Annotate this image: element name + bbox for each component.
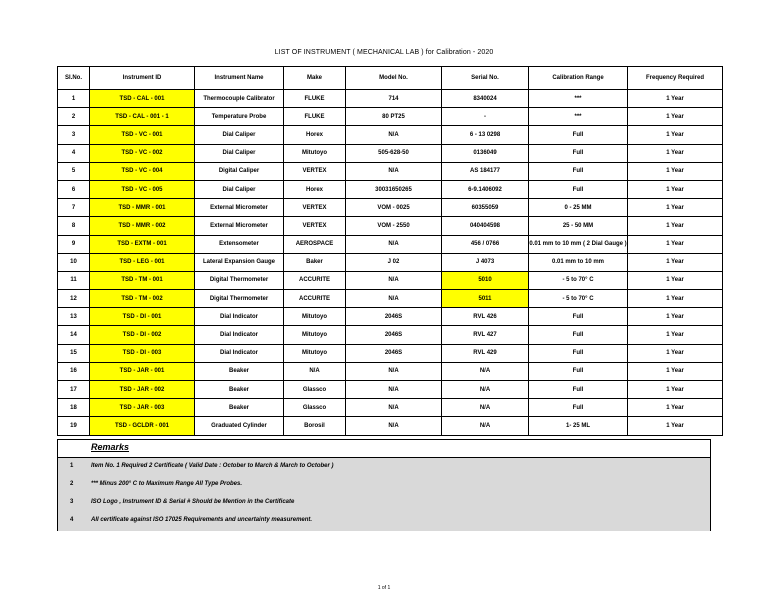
column-header-calibration-range: Calibration Range	[529, 67, 628, 90]
cell-sl-no: 12	[58, 290, 90, 308]
cell-calibration-range: Full	[529, 326, 628, 344]
cell-frequency-required: 1 Year	[628, 344, 723, 362]
cell-model-no: 2046S	[346, 344, 442, 362]
cell-make: VERTEX	[284, 217, 346, 235]
cell-serial-no: 60355059	[442, 199, 529, 217]
remark-item	[58, 478, 710, 492]
cell-instrument-name: Dial Indicator	[195, 326, 284, 344]
remarks-body	[58, 457, 710, 531]
cell-frequency-required: 1 Year	[628, 399, 723, 417]
remark-number: 3	[70, 499, 74, 505]
cell-frequency-required: 1 Year	[628, 90, 723, 108]
table-row	[58, 180, 723, 198]
cell-sl-no: 16	[58, 362, 90, 380]
cell-model-no: 714	[346, 90, 442, 108]
cell-calibration-range: 0 - 25 MM	[529, 199, 628, 217]
table-header-row	[58, 67, 723, 90]
table-row	[58, 399, 723, 417]
cell-calibration-range: Full	[529, 381, 628, 399]
cell-instrument-name: External Micrometer	[195, 217, 284, 235]
cell-instrument-name: Thermocouple Calibrator	[195, 90, 284, 108]
cell-sl-no: 11	[58, 271, 90, 289]
cell-make: N/A	[284, 362, 346, 380]
table-row	[58, 90, 723, 108]
cell-sl-no: 7	[58, 199, 90, 217]
cell-frequency-required: 1 Year	[628, 290, 723, 308]
cell-serial-no: 0136049	[442, 144, 529, 162]
cell-model-no: 2046S	[346, 308, 442, 326]
cell-make: Mitutoyo	[284, 344, 346, 362]
cell-instrument-id: TSD - CAL - 001	[90, 90, 195, 108]
cell-instrument-id: TSD - CAL - 001 - 1	[90, 108, 195, 126]
cell-make: Horex	[284, 180, 346, 198]
cell-calibration-range: Full	[529, 399, 628, 417]
cell-model-no: 505-628-50	[346, 144, 442, 162]
page-number: 1 of 1	[377, 585, 391, 591]
cell-instrument-id: TSD - VC - 004	[90, 162, 195, 180]
cell-frequency-required: 1 Year	[628, 271, 723, 289]
cell-sl-no: 5	[58, 162, 90, 180]
cell-make: VERTEX	[284, 162, 346, 180]
column-header-frequency-required: Frequency Required	[628, 67, 723, 90]
remark-item	[58, 460, 710, 474]
cell-instrument-name: Extensometer	[195, 235, 284, 253]
cell-model-no: N/A	[346, 162, 442, 180]
cell-model-no: N/A	[346, 235, 442, 253]
cell-instrument-name: Dial Caliper	[195, 180, 284, 198]
table-row	[58, 417, 723, 435]
remark-item	[58, 496, 710, 510]
cell-calibration-range: Full	[529, 144, 628, 162]
cell-frequency-required: 1 Year	[628, 362, 723, 380]
cell-sl-no: 14	[58, 326, 90, 344]
cell-instrument-name: Digital Thermometer	[195, 271, 284, 289]
cell-frequency-required: 1 Year	[628, 180, 723, 198]
table-row	[58, 144, 723, 162]
cell-instrument-id: TSD - VC - 005	[90, 180, 195, 198]
cell-instrument-name: Temperature Probe	[195, 108, 284, 126]
cell-sl-no: 10	[58, 253, 90, 271]
cell-frequency-required: 1 Year	[628, 417, 723, 435]
table-row	[58, 381, 723, 399]
table-row	[58, 308, 723, 326]
column-header-instrument-name: Instrument Name	[195, 67, 284, 90]
cell-instrument-id: TSD - EXTM - 001	[90, 235, 195, 253]
cell-instrument-name: Beaker	[195, 399, 284, 417]
cell-model-no: VOM - 0025	[346, 199, 442, 217]
table-row	[58, 253, 723, 271]
cell-make: Baker	[284, 253, 346, 271]
cell-instrument-id: TSD - MMR - 002	[90, 217, 195, 235]
cell-sl-no: 18	[58, 399, 90, 417]
cell-model-no: N/A	[346, 417, 442, 435]
cell-instrument-id: TSD - JAR - 003	[90, 399, 195, 417]
cell-calibration-range: - 5 to 70° C	[529, 271, 628, 289]
cell-make: Glassco	[284, 399, 346, 417]
cell-make: ACCURITE	[284, 290, 346, 308]
page-title: LIST OF INSTRUMENT ( MECHANICAL LAB ) for Calibration - 2020	[274, 49, 494, 56]
cell-model-no: N/A	[346, 381, 442, 399]
remark-text: Item No. 1 Required 2 Certificate ( Valid Date : October to March & March to October )	[91, 463, 334, 469]
table-row	[58, 344, 723, 362]
cell-serial-no: 5011	[442, 290, 529, 308]
cell-make: FLUKE	[284, 90, 346, 108]
remark-number: 4	[70, 517, 74, 523]
cell-serial-no: 456 / 0766	[442, 235, 529, 253]
cell-calibration-range: Full	[529, 344, 628, 362]
cell-serial-no: N/A	[442, 399, 529, 417]
cell-instrument-name: Lateral Expansion Gauge	[195, 253, 284, 271]
cell-instrument-id: TSD - LEG - 001	[90, 253, 195, 271]
column-header-model-no: Model No.	[346, 67, 442, 90]
cell-instrument-id: TSD - VC - 001	[90, 126, 195, 144]
column-header-instrument-id: Instrument ID	[90, 67, 195, 90]
cell-serial-no: 6-9.1406092	[442, 180, 529, 198]
cell-calibration-range: 1- 25 ML	[529, 417, 628, 435]
cell-instrument-id: TSD - VC - 002	[90, 144, 195, 162]
table-row	[58, 217, 723, 235]
cell-instrument-id: TSD - GCLDR - 001	[90, 417, 195, 435]
cell-frequency-required: 1 Year	[628, 108, 723, 126]
cell-serial-no: AS 184177	[442, 162, 529, 180]
cell-instrument-id: TSD - DI - 002	[90, 326, 195, 344]
cell-instrument-id: TSD - JAR - 002	[90, 381, 195, 399]
cell-instrument-id: TSD - DI - 001	[90, 308, 195, 326]
table-body	[58, 90, 723, 436]
cell-frequency-required: 1 Year	[628, 199, 723, 217]
cell-calibration-range: 25 - 50 MM	[529, 217, 628, 235]
cell-make: VERTEX	[284, 199, 346, 217]
cell-instrument-name: Beaker	[195, 362, 284, 380]
table-row	[58, 162, 723, 180]
cell-model-no: N/A	[346, 271, 442, 289]
remark-number: 2	[70, 481, 74, 487]
cell-instrument-name: Dial Indicator	[195, 308, 284, 326]
cell-serial-no: 6 - 13 0298	[442, 126, 529, 144]
remark-item	[58, 514, 710, 528]
cell-model-no: J 02	[346, 253, 442, 271]
table-row	[58, 362, 723, 380]
cell-instrument-name: Dial Caliper	[195, 126, 284, 144]
column-header-sl-no: Sl.No.	[58, 67, 90, 90]
cell-model-no: VOM - 2550	[346, 217, 442, 235]
cell-instrument-name: Digital Thermometer	[195, 290, 284, 308]
cell-calibration-range: Full	[529, 162, 628, 180]
cell-make: Horex	[284, 126, 346, 144]
cell-model-no: N/A	[346, 399, 442, 417]
table-row	[58, 290, 723, 308]
cell-serial-no: N/A	[442, 417, 529, 435]
cell-instrument-id: TSD - JAR - 001	[90, 362, 195, 380]
cell-frequency-required: 1 Year	[628, 326, 723, 344]
cell-sl-no: 1	[58, 90, 90, 108]
cell-calibration-range: Full	[529, 180, 628, 198]
cell-sl-no: 8	[58, 217, 90, 235]
cell-frequency-required: 1 Year	[628, 235, 723, 253]
cell-calibration-range: ***	[529, 90, 628, 108]
cell-instrument-name: Dial Indicator	[195, 344, 284, 362]
cell-frequency-required: 1 Year	[628, 381, 723, 399]
cell-calibration-range: 0.01 mm to 10 mm ( 2 Dial Gauge )	[529, 235, 628, 253]
cell-instrument-id: TSD - DI - 003	[90, 344, 195, 362]
cell-make: Borosil	[284, 417, 346, 435]
table-row	[58, 108, 723, 126]
cell-sl-no: 17	[58, 381, 90, 399]
cell-sl-no: 4	[58, 144, 90, 162]
column-header-serial-no: Serial No.	[442, 67, 529, 90]
cell-instrument-id: TSD - MMR - 001	[90, 199, 195, 217]
remark-text: *** Minus 200° C to Maximum Range All Type Probes.	[91, 481, 242, 487]
column-header-make: Make	[284, 67, 346, 90]
cell-model-no: N/A	[346, 126, 442, 144]
cell-calibration-range: Full	[529, 126, 628, 144]
cell-serial-no: N/A	[442, 362, 529, 380]
cell-sl-no: 6	[58, 180, 90, 198]
table-row	[58, 235, 723, 253]
cell-instrument-id: TSD - TM - 001	[90, 271, 195, 289]
cell-serial-no: J 4073	[442, 253, 529, 271]
cell-instrument-id: TSD - TM - 002	[90, 290, 195, 308]
table-row	[58, 326, 723, 344]
cell-calibration-range: Full	[529, 308, 628, 326]
cell-make: FLUKE	[284, 108, 346, 126]
cell-sl-no: 2	[58, 108, 90, 126]
remarks-title: Remarks	[91, 442, 130, 452]
cell-sl-no: 3	[58, 126, 90, 144]
cell-calibration-range: - 5 to 70° C	[529, 290, 628, 308]
cell-make: Glassco	[284, 381, 346, 399]
cell-serial-no: RVL 426	[442, 308, 529, 326]
cell-instrument-name: Graduated Cylinder	[195, 417, 284, 435]
cell-serial-no: 8340024	[442, 90, 529, 108]
table-row	[58, 199, 723, 217]
cell-frequency-required: 1 Year	[628, 162, 723, 180]
cell-instrument-name: Dial Caliper	[195, 144, 284, 162]
cell-serial-no: -	[442, 108, 529, 126]
cell-serial-no: 5010	[442, 271, 529, 289]
cell-frequency-required: 1 Year	[628, 253, 723, 271]
instrument-table	[57, 66, 723, 436]
cell-model-no: N/A	[346, 290, 442, 308]
table-row	[58, 271, 723, 289]
cell-model-no: 80 PT25	[346, 108, 442, 126]
cell-serial-no: N/A	[442, 381, 529, 399]
cell-calibration-range: Full	[529, 362, 628, 380]
cell-model-no: 30031650265	[346, 180, 442, 198]
cell-make: ACCURITE	[284, 271, 346, 289]
remark-text: ISO Logo , Instrument ID & Serial # Should be Mention in the Certificate	[91, 499, 295, 505]
cell-sl-no: 13	[58, 308, 90, 326]
cell-make: Mitutoyo	[284, 308, 346, 326]
cell-serial-no: 040404598	[442, 217, 529, 235]
cell-serial-no: RVL 429	[442, 344, 529, 362]
cell-model-no: 2046S	[346, 326, 442, 344]
cell-instrument-name: Digital Caliper	[195, 162, 284, 180]
cell-make: Mitutoyo	[284, 326, 346, 344]
cell-sl-no: 9	[58, 235, 90, 253]
cell-sl-no: 15	[58, 344, 90, 362]
cell-instrument-name: Beaker	[195, 381, 284, 399]
cell-calibration-range: 0.01 mm to 10 mm	[529, 253, 628, 271]
cell-frequency-required: 1 Year	[628, 144, 723, 162]
remarks-section	[57, 439, 711, 531]
cell-frequency-required: 1 Year	[628, 308, 723, 326]
cell-make: Mitutoyo	[284, 144, 346, 162]
cell-calibration-range: ***	[529, 108, 628, 126]
cell-frequency-required: 1 Year	[628, 126, 723, 144]
cell-serial-no: RVL 427	[442, 326, 529, 344]
table-row	[58, 126, 723, 144]
cell-instrument-name: External Micrometer	[195, 199, 284, 217]
cell-sl-no: 19	[58, 417, 90, 435]
cell-model-no: N/A	[346, 362, 442, 380]
cell-make: AEROSPACE	[284, 235, 346, 253]
remark-text: All certificate against ISO 17025 Requirements and uncertainty measurement.	[91, 517, 313, 523]
cell-frequency-required: 1 Year	[628, 217, 723, 235]
remark-number: 1	[70, 463, 74, 469]
